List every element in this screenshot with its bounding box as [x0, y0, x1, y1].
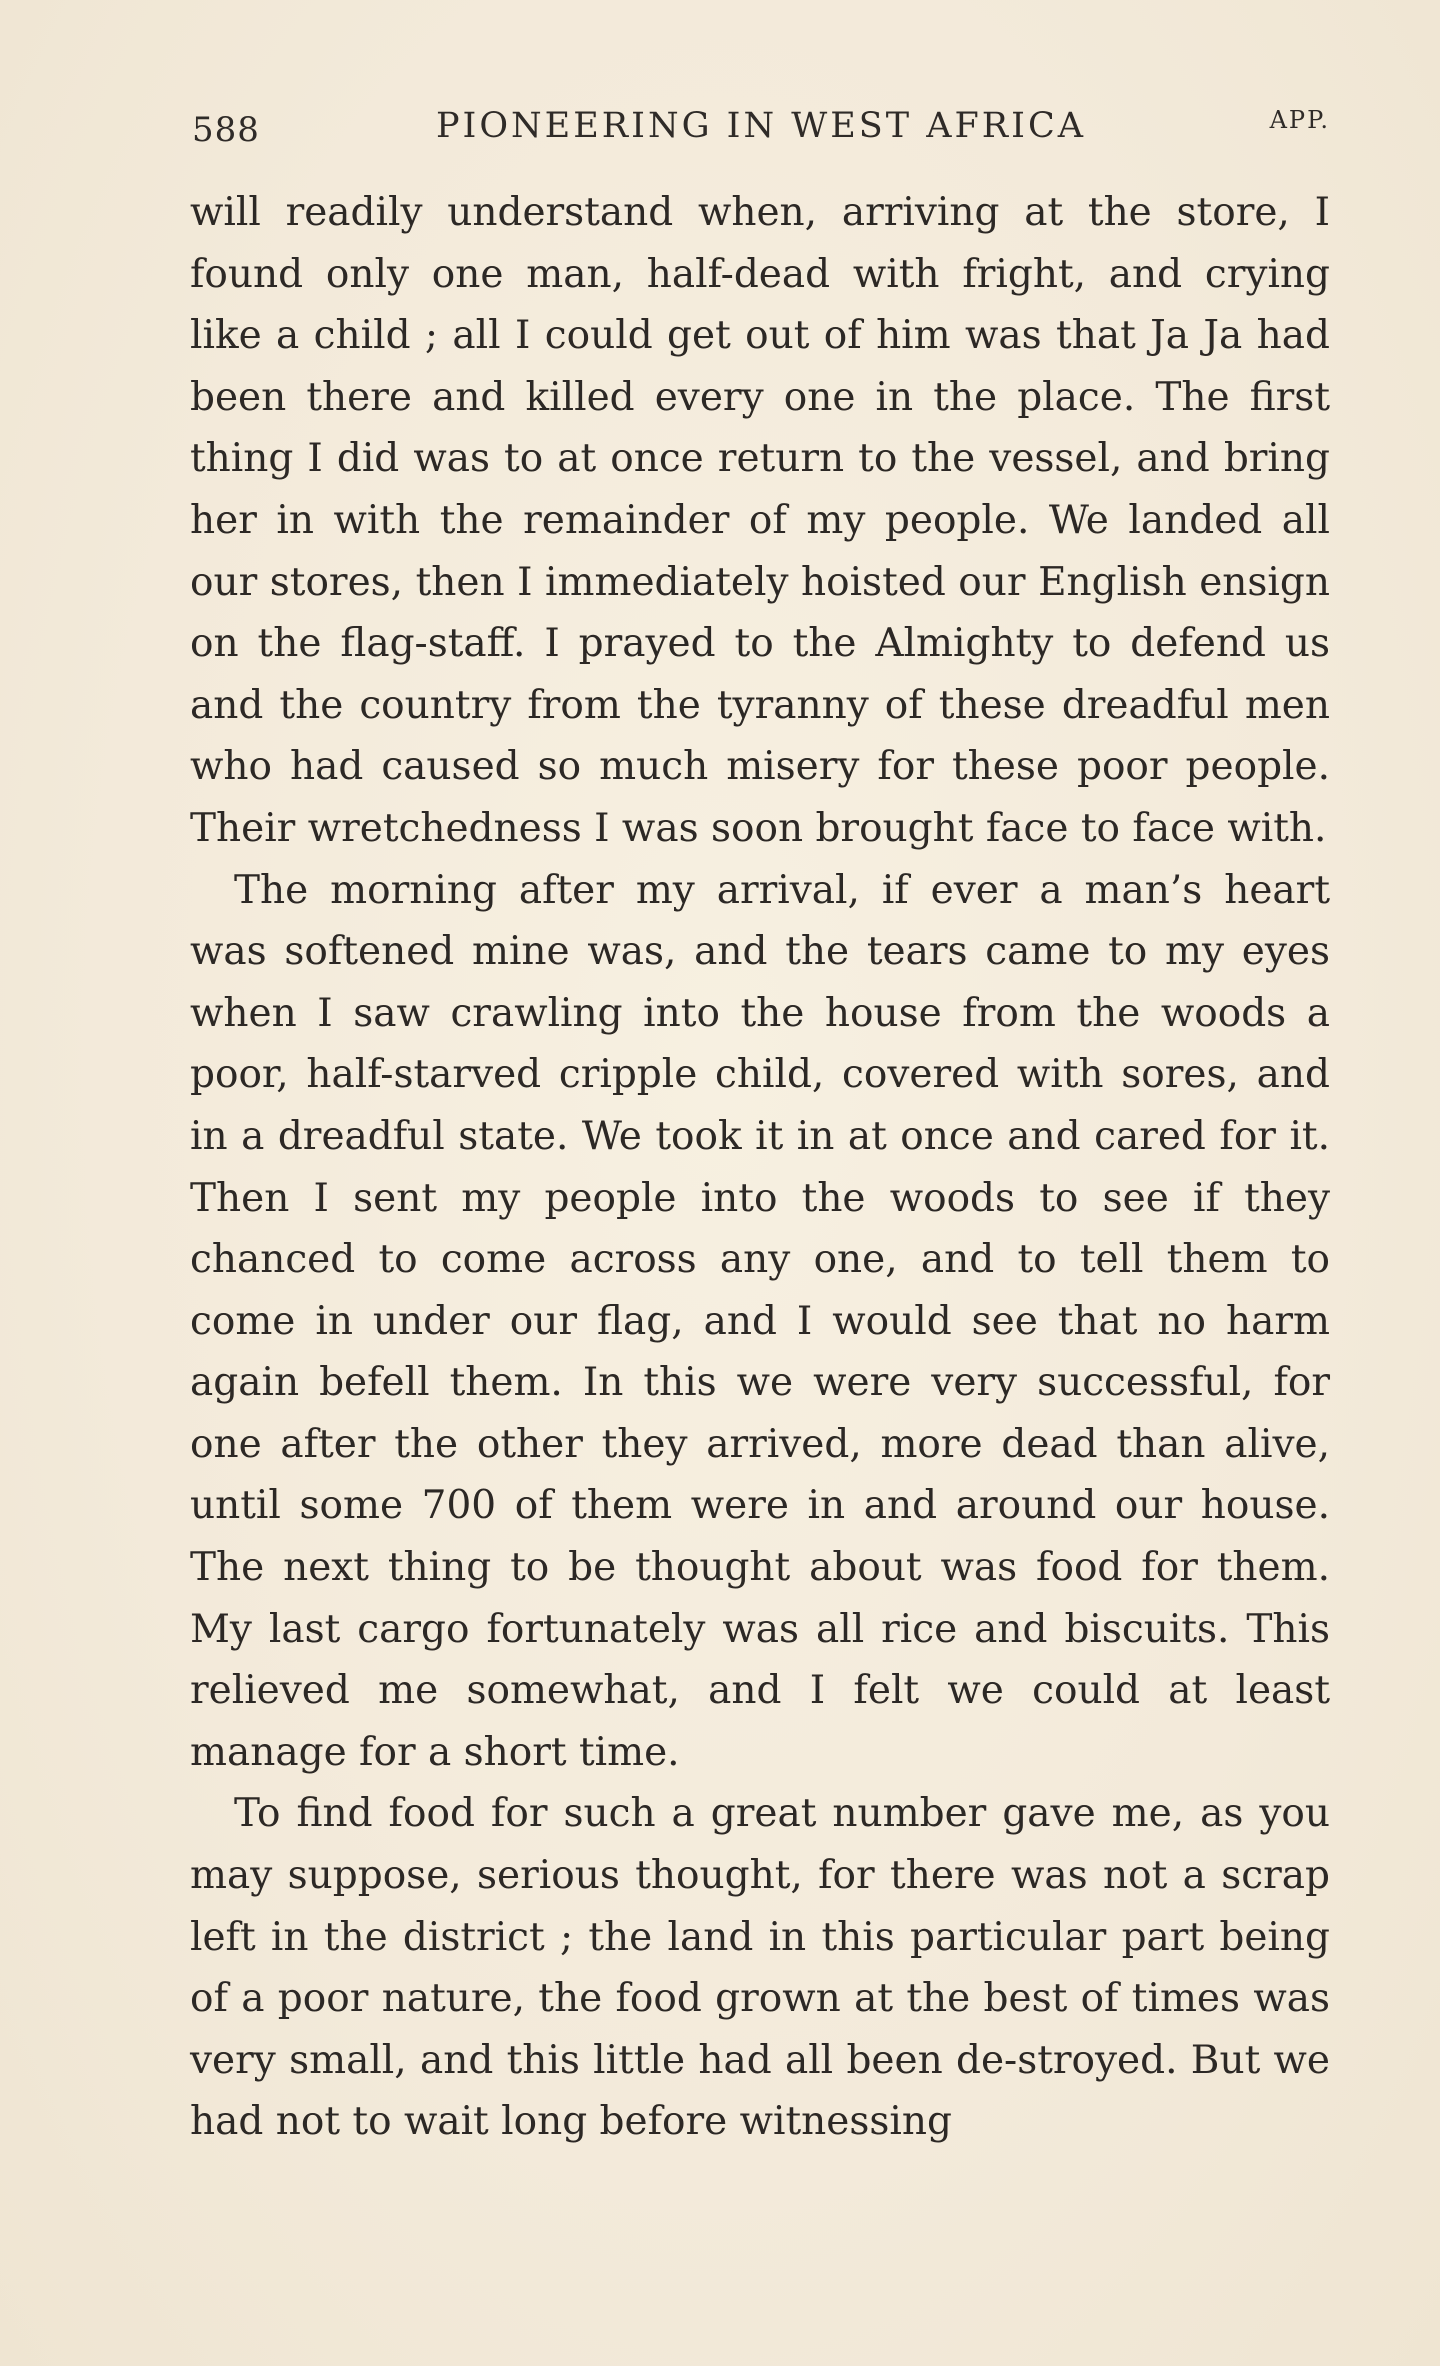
paragraph-2: The morning after my arrival, if ever a man’s heart was softened mine was, and the tears came to my eyes when I saw crawling into the house from the woods a poor, half-starved cripple child, covered with sores, and in a dreadful state. We took it in at once and cared for it. Then I sent my people into the woods to see if they chanced to come across any one, and to tell them to come in under our flag, and I would see that no harm again befell them. In this we were very successful, for one after the other they arrived, more dead than alive, until some 700 of them were in and around our house. The next thing to be thought about was food for them. My last cargo fortunately was all rice and biscuits. This relieved me somewhat, and I felt we could at least manage for a short time. — [190, 867, 1330, 1775]
running-title: PIONEERING IN WEST AFRICA — [435, 106, 1087, 146]
paragraph-3: To find food for such a great number gave me, as you may suppose, serious thought, for there was not a scrap left in the district ; the land in this particular part being of a poor nature, the food grown at the best of times was very small, and this little had all been de-stroyed. But we had not to wait long before witnessing — [190, 1791, 1330, 2145]
paragraph-1: will readily understand when, arriving at the store, I found only one man, half-dead with fright, and crying like a child ; all I could get out of him was that Ja Ja had been there and killed every one in the place. The first thing I did was to at once return to the vessel, and bring her in with the remainder of my people. We landed all our stores, then I immediately hoisted our English ensign on the flag-staff. I prayed to the Almighty to defend us and the country from the tyranny of these dreadful men who had caused so much misery for these poor people. Their wretchedness I was soon brought face to face with. — [190, 190, 1330, 851]
body-text — [190, 182, 1330, 2153]
section-mark: APP. — [1269, 106, 1330, 134]
page-number: 588 — [192, 110, 260, 150]
page-header — [192, 100, 1330, 160]
